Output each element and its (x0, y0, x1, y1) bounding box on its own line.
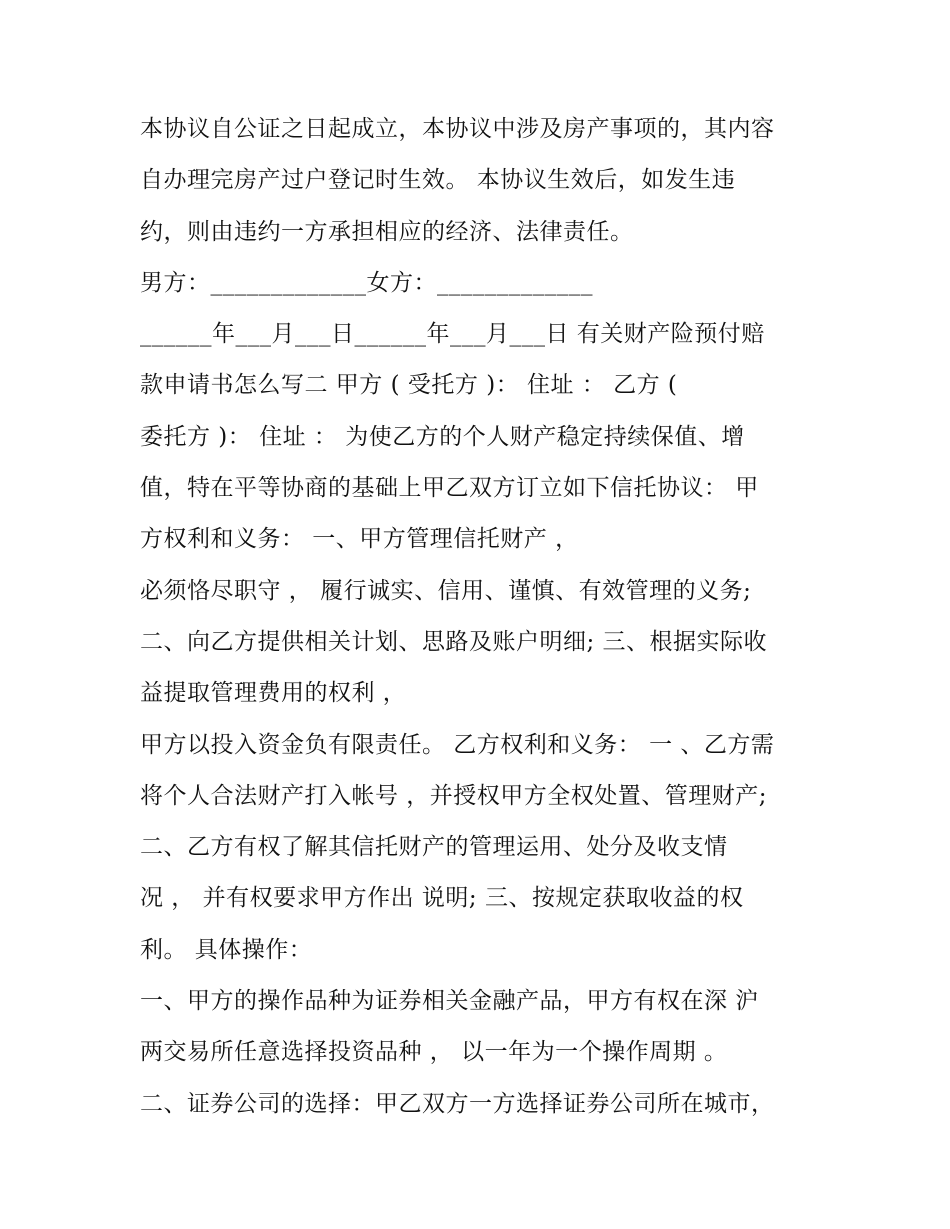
text-line: 必须恪尽职守 ， 履行诚实、信用、谨慎、有效管理的义务; (140, 577, 752, 604)
text-line: 一、甲方的操作品种为证券相关金融产品，甲方有权在深 沪 (140, 988, 759, 1015)
text-line: 二、向乙方提供相关计划、思路及账户明细; 三、根据实际收 (140, 628, 768, 655)
signature-line: 男方：_____________女方：_____________ (140, 269, 593, 296)
text-line: 二、证券公司的选择：甲乙双方一方选择证券公司所在城市， (140, 1090, 775, 1117)
text-line: 利。 具体操作： (140, 936, 313, 963)
text-line: 值，特在平等协商的基础上甲乙双方订立如下信托协议： 甲 (140, 475, 759, 502)
date-line: ______年___月___日______年___月___日 有关财产险预付赔 (140, 321, 765, 348)
text-line: 二、乙方有权了解其信托财产的管理运用、处分及收支情 (140, 834, 728, 861)
text-line: 款申请书怎么写二 甲方 ( 受托方 )： 住址 ： 乙方 ( (140, 372, 678, 399)
text-line: 自办理完房产过户登记时生效。 本协议生效后，如发生违 (140, 167, 736, 194)
text-line: 甲方以投入资金负有限责任。 乙方权利和义务： 一 、乙方需 (140, 731, 775, 758)
text-line: 约，则由违约一方承担相应的经济、法律责任。 (140, 218, 634, 245)
text-line: 两交易所任意选择投资品种 ， 以一年为一个操作周期 。 (140, 1039, 728, 1066)
text-line: 益提取管理费用的权利 ， (140, 680, 407, 707)
text-line: 况 ， 并有权要求甲方作出 说明; 三、按规定获取收益的权 (140, 885, 744, 912)
text-line: 将个人合法财产打入帐号 ，并授权甲方全权处置、管理财产; (140, 782, 768, 809)
text-line: 方权利和义务： 一、甲方管理信托财产 ， (140, 526, 579, 553)
text-line: 本协议自公证之日起成立，本协议中涉及房产事项的，其内容 (140, 116, 775, 142)
document-body (140, 109, 820, 1135)
text-line: 委托方 )： 住址 ： 为使乙方的个人财产稳定持续保值、增 (140, 423, 745, 450)
